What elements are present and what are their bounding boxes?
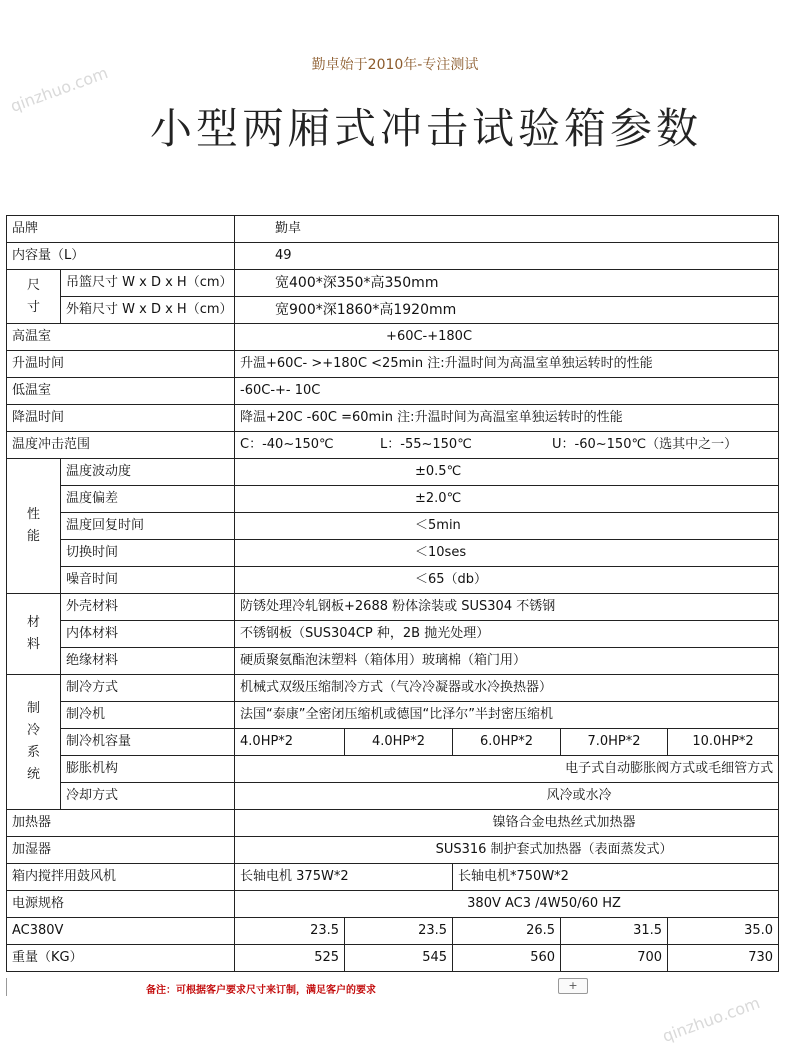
row-label: 加热器 [7,810,235,837]
weight-cell: 545 [345,945,453,972]
row-label: 加湿器 [7,837,235,864]
row-value: 硬质聚氨酯泡沫塑料（箱体用）玻璃棉（箱门用） [235,648,779,675]
table-row [7,810,779,837]
table-row [7,891,779,918]
weight-cell: 560 [453,945,561,972]
footer-note: 备注：可根据客户要求尺寸来订制，满足客户的要求 [146,985,376,996]
table-row [7,918,779,945]
capacity-cell: 7.0HP*2 [561,729,668,756]
weight-cell: 525 [235,945,345,972]
row-value: 机械式双级压缩制冷方式（气冷冷凝器或水冷换热器） [235,675,779,702]
row-value: 降温+20C -60C =60min 注:升温时间为高温室单独运转时的性能 [235,405,779,432]
page-title: 小型两厢式冲击试验箱参数 [150,104,703,153]
row-value: 49 [235,243,779,270]
table-row [7,351,779,378]
row-label: 低温室 [7,378,235,405]
ac380-cell: 35.0 [668,918,779,945]
table-row [7,297,779,324]
row-value: 电子式自动膨胀阀方式或毛细管方式 [235,756,779,783]
table-row [7,837,779,864]
row-value: ±2.0℃ [235,486,779,513]
watermark-left: qinzhuo.com [7,63,111,116]
table-row [7,945,779,972]
row-label: 箱内搅拌用鼓风机 [7,864,235,891]
row-value: 宽400*深350*高350mm [235,270,779,297]
expand-button[interactable]: + [558,978,588,994]
row-label: 吊篮尺寸 W x D x H（cm） [61,270,235,297]
row-label: 切换时间 [61,540,235,567]
row-value: 风冷或水冷 [235,783,779,810]
row-label: 外壳材料 [61,594,235,621]
row-label: 制冷方式 [61,675,235,702]
row-label: 品牌 [7,216,235,243]
row-label: 内体材料 [61,621,235,648]
weight-cell: 700 [561,945,668,972]
row-value: 镍铬合金电热丝式加热器 [235,810,779,837]
table-row [7,486,779,513]
blower-b: 长轴电机*750W*2 [453,864,779,891]
table-row [7,432,779,459]
table-row [7,567,779,594]
row-value: SUS316 制护套式加热器（表面蒸发式） [235,837,779,864]
table-row [7,783,779,810]
row-label: 温度冲击范围 [7,432,235,459]
row-label: 外箱尺寸 W x D x H（cm） [61,297,235,324]
row-label: AC380V [7,918,235,945]
table-row [7,324,779,351]
row-value: ＜10ses [235,540,779,567]
capacity-cell: 10.0HP*2 [668,729,779,756]
row-label: 冷却方式 [61,783,235,810]
size-group-label: 尺 寸 [7,270,61,324]
refrigeration-group-label: 制 冷 系 统 [7,675,61,810]
ac380-cell: 31.5 [561,918,668,945]
row-value: ±0.5℃ [235,459,779,486]
row-label: 制冷机 [61,702,235,729]
row-label: 内容量（L） [7,243,235,270]
row-value: 380V AC3 /4W50/60 HZ [235,891,779,918]
row-value: 法国“泰康”全密闭压缩机或德国“比泽尔”半封密压缩机 [235,702,779,729]
row-value: -60C-+- 10C [235,378,779,405]
table-row [7,270,779,297]
row-label: 降温时间 [7,405,235,432]
row-label: 绝缘材料 [61,648,235,675]
row-value: ＜65（db） [235,567,779,594]
row-label: 温度波动度 [61,459,235,486]
row-value: 宽900*深1860*高1920mm [235,297,779,324]
row-value: 勤卓 [235,216,779,243]
row-value: 防锈处理冷轧钢板+2688 粉体涂装或 SUS304 不锈钢 [235,594,779,621]
margin-line [6,978,7,996]
row-label: 温度回复时间 [61,513,235,540]
row-value [235,432,779,459]
capacity-cell: 4.0HP*2 [345,729,453,756]
row-label: 噪音时间 [61,567,235,594]
table-row [7,621,779,648]
ac380-cell: 23.5 [235,918,345,945]
perf-group-label: 性 能 [7,459,61,594]
table-row [7,594,779,621]
material-group-label: 材 料 [7,594,61,675]
table-row [7,756,779,783]
blower-a: 长轴电机 375W*2 [235,864,453,891]
table-row [7,729,779,756]
table-row [7,513,779,540]
table-row [7,405,779,432]
row-label: 升温时间 [7,351,235,378]
table-row [7,459,779,486]
range-l: L：-55~150℃ [380,437,472,452]
row-value: +60C-+180C [235,324,779,351]
spec-table [6,215,779,972]
table-row [7,702,779,729]
range-c: C：-40~150℃ [240,437,334,452]
table-row [7,243,779,270]
table-row [7,540,779,567]
row-label: 高温室 [7,324,235,351]
ac380-cell: 23.5 [345,918,453,945]
row-value: ＜5min [235,513,779,540]
capacity-cell: 6.0HP*2 [453,729,561,756]
row-label: 温度偏差 [61,486,235,513]
weight-cell: 730 [668,945,779,972]
table-row [7,378,779,405]
row-label: 重量（KG） [7,945,235,972]
table-row [7,216,779,243]
table-row [7,675,779,702]
capacity-cell: 4.0HP*2 [235,729,345,756]
table-row [7,648,779,675]
tagline: 勤卓始于2010年-专注测试 [311,57,479,73]
row-value: 升温+60C- >+180C <25min 注:升温时间为高温室单独运转时的性能 [235,351,779,378]
row-label: 膨胀机构 [61,756,235,783]
range-u: U：-60~150℃（选其中之一） [552,437,738,452]
watermark-right: qinzhuo.com [659,993,763,1046]
ac380-cell: 26.5 [453,918,561,945]
row-value: 不锈钢板（SUS304CP 种，2B 抛光处理） [235,621,779,648]
row-label: 电源规格 [7,891,235,918]
table-row [7,864,779,891]
row-label: 制冷机容量 [61,729,235,756]
